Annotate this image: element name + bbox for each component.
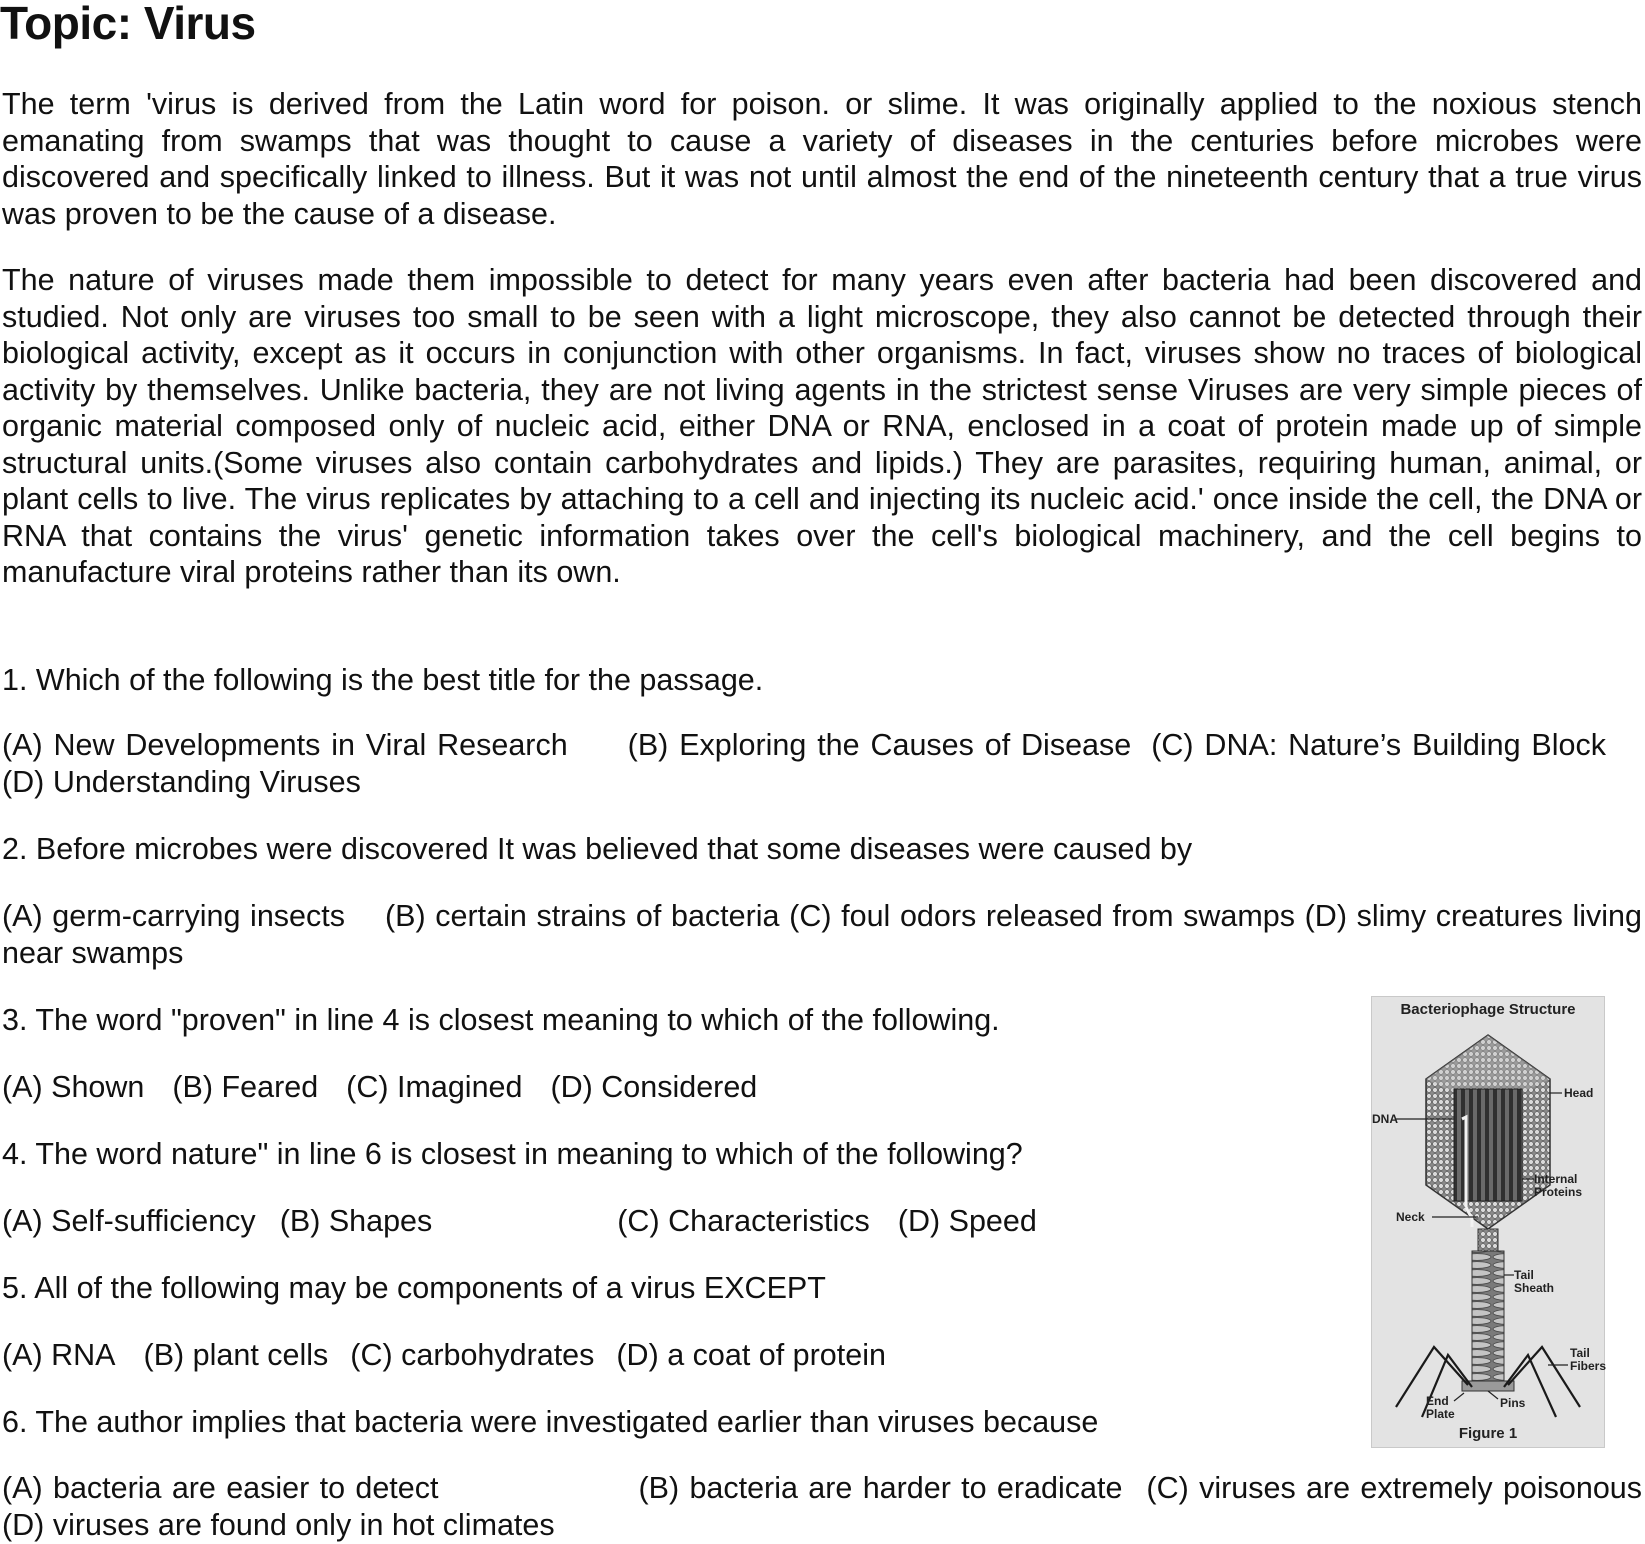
q5-option-b: (B) plant cells: [143, 1338, 329, 1372]
q3-option-b: (B) Feared: [172, 1070, 319, 1104]
question-1-options: [2, 727, 1642, 800]
q1-option-d: (D) Understanding Viruses: [2, 764, 361, 799]
passage-paragraph-2: The nature of viruses made them impossible to detect for many years even after bacteria had been discovered and studied. Not only are viruses too small to be seen with a light microscope, they also cannot be detected through their biological activity, except as it occurs in conjunction with other organisms. In fact, viruses show no traces of biological activity by themselves. Unlike bacteria, they are not living agents in the strictest sense Viruses are very simple pieces of organic material composed only of nucleic acid, either DNA or RNA, enclosed in a coat of protein made up of simple structural units.(Some viruses also contain carbohydrates and lipids.) They are parasites, requiring human, animal, or plant cells to live. The virus replicates by attaching to a cell and injecting its nucleic acid.' once inside the cell, the DNA or RNA that contains the virus' genetic information takes over the cell's biological machinery, and the cell begins to manufacture viral proteins rather than its own.: [2, 263, 1642, 589]
q5-option-c: (C) carbohydrates: [350, 1338, 595, 1372]
question-2-text: 2. Before microbes were discovered It was believed that some diseases were caused by: [2, 832, 1193, 866]
question-6-options: [2, 1470, 1642, 1543]
label-neck: Neck: [1396, 1210, 1425, 1224]
passage-paragraph-1: The term 'virus is derived from the Latin word for poison. or slime. It was originally applied to the noxious stench emanating from swamps that was thought to cause a variety of diseases in the centuries before microbes were discovered and specifically linked to illness. But it was not until almost the end of the nineteenth century that a true virus was proven to be the cause of a disease.: [2, 87, 1642, 231]
q4-option-c: (C) Characteristics: [617, 1204, 870, 1238]
q6-option-c: (C) viruses are extremely poisonous: [1146, 1471, 1643, 1505]
page-title: Topic: Virus: [0, 0, 256, 49]
q2-option-a: (A) germ-carrying insects: [2, 899, 345, 933]
label-end-plate: End Plate: [1426, 1394, 1455, 1421]
q4-option-d: (D) Speed: [897, 1204, 1037, 1238]
tail-sheath: [1472, 1251, 1504, 1381]
q5-option-d: (D) a coat of protein: [616, 1338, 886, 1372]
question-4-text: 4. The word nature" in line 6 is closest in meaning to which of the following?: [2, 1137, 1023, 1171]
question-6-text: 6. The author implies that bacteria were investigated earlier than viruses because: [2, 1405, 1099, 1439]
dna-core: [1454, 1089, 1522, 1201]
q4-option-b: (B) Shapes: [279, 1204, 433, 1238]
label-internal-proteins: Internal Proteins: [1534, 1172, 1583, 1199]
label-tail-sheath: Tail Sheath: [1514, 1268, 1555, 1295]
label-tail-fibers: Tail Fibers: [1570, 1346, 1607, 1373]
figure-title: Bacteriophage Structure: [1400, 1001, 1576, 1018]
question-5-text: 5. All of the following may be components of a virus EXCEPT: [2, 1271, 826, 1305]
q6-option-d: (D) viruses are found only in hot climates: [2, 1507, 555, 1542]
q6-option-a: (A) bacteria are easier to detect: [2, 1471, 439, 1505]
q1-option-c: (C) DNA: Nature’s Building Block: [1151, 728, 1606, 762]
q2-option-d: (D) slimy creatures living near swamps: [2, 899, 1642, 970]
q3-option-c: (C) Imagined: [346, 1070, 523, 1104]
question-3-options: [2, 1069, 757, 1105]
q4-option-a: (A) Self-sufficiency: [2, 1204, 256, 1238]
q2-option-b: (B) certain strains of bacteria: [384, 899, 780, 933]
figure-caption: Figure 1: [1458, 1425, 1518, 1442]
question-2-options: [2, 898, 1642, 971]
q1-option-a: (A) New Developments in Viral Research: [2, 728, 568, 762]
question-4-options: [2, 1203, 1037, 1239]
q1-option-b: (B) Exploring the Causes of Disease: [627, 728, 1132, 762]
question-5-options: [2, 1337, 886, 1373]
question-3-text: 3. The word "proven" in line 4 is closest meaning to which of the following.: [2, 1003, 1000, 1037]
question-1-text: 1. Which of the following is the best title for the passage.: [2, 663, 764, 697]
label-pins: Pins: [1500, 1396, 1526, 1410]
q6-option-b: (B) bacteria are harder to eradicate: [638, 1471, 1123, 1505]
label-head: Head: [1564, 1086, 1594, 1100]
neck: [1478, 1229, 1498, 1251]
label-dna: DNA: [1372, 1112, 1398, 1126]
q3-option-d: (D) Considered: [550, 1070, 758, 1104]
bacteriophage-figure: [1371, 996, 1605, 1448]
q2-option-c: (C) foul odors released from swamps: [789, 899, 1295, 933]
q3-option-a: (A) Shown: [2, 1070, 145, 1104]
q5-option-a: (A) RNA: [2, 1338, 116, 1372]
